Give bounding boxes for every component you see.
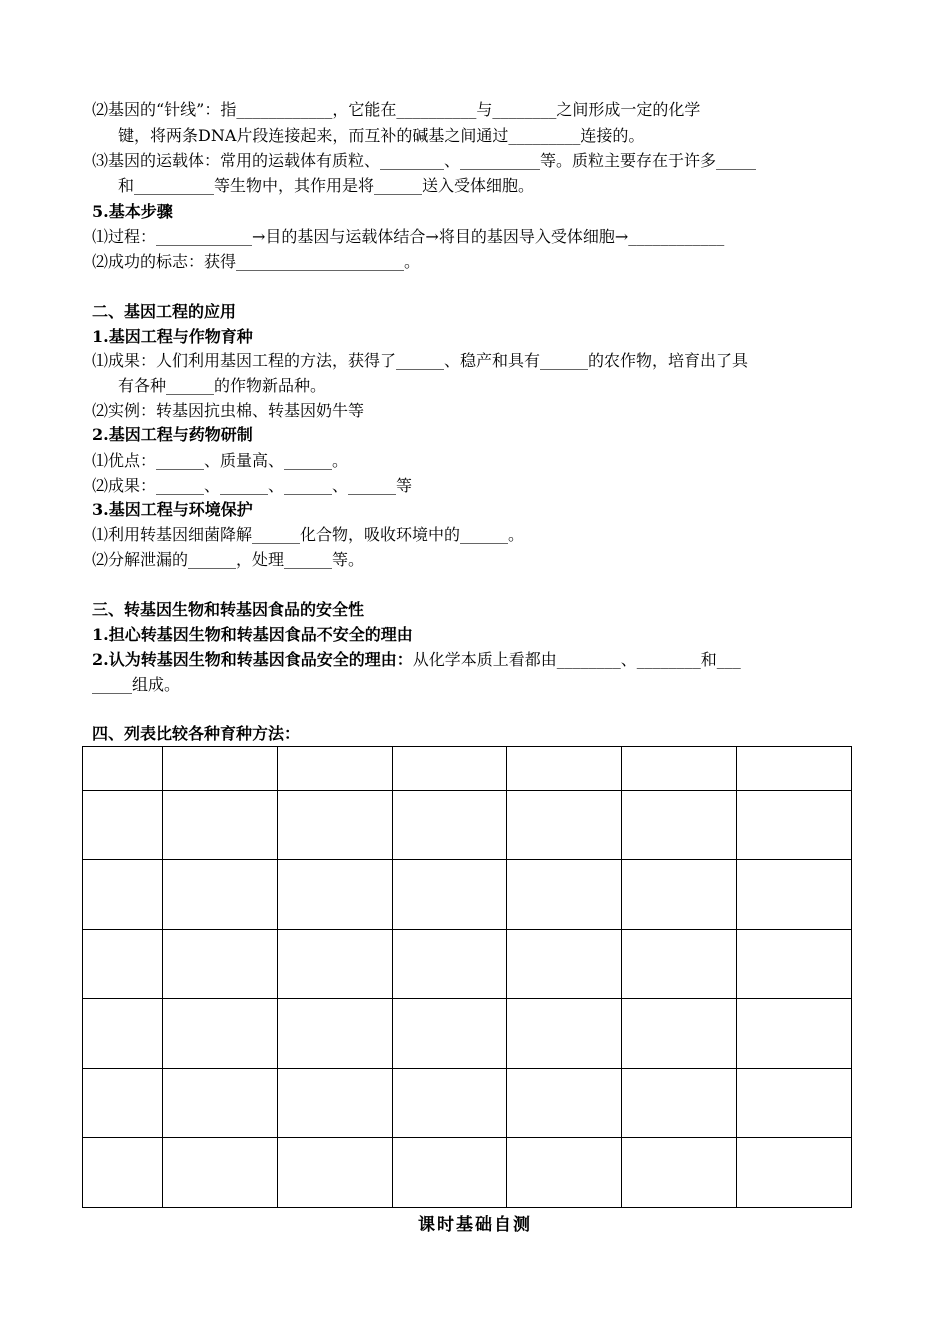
table-cell[interactable]: [162, 999, 277, 1069]
breeding-comparison-table: [82, 746, 852, 1208]
section3-unsafe-reason: 1.担心转基因生物和转基因食品不安全的理由: [92, 625, 413, 644]
table-row: [83, 1138, 852, 1208]
table-row: [83, 999, 852, 1069]
table-cell[interactable]: [737, 1138, 852, 1208]
step-process: ⑴过程：____________→目的基因与运载体结合→将目的基因导入受体细胞→____________: [92, 227, 725, 246]
section2-heading-crops: 1.基因工程与作物育种: [92, 327, 253, 346]
table-cell[interactable]: [277, 1069, 392, 1138]
table-cell[interactable]: [507, 747, 622, 791]
section2-heading-drugs: 2.基因工程与药物研制: [92, 425, 253, 444]
table-cell[interactable]: [622, 999, 737, 1069]
table-cell[interactable]: [507, 860, 622, 930]
table-cell[interactable]: [507, 930, 622, 999]
table-cell[interactable]: [277, 860, 392, 930]
table-cell[interactable]: [737, 930, 852, 999]
table-cell[interactable]: [737, 1069, 852, 1138]
table-cell[interactable]: [622, 1069, 737, 1138]
table-row: [83, 860, 852, 930]
table-cell[interactable]: [392, 1069, 507, 1138]
safe-reason-label: 2.认为转基因生物和转基因食品安全的理由：: [92, 650, 413, 669]
table-cell[interactable]: [507, 1069, 622, 1138]
section4-title: 四、列表比较各种育种方法：: [92, 724, 301, 743]
table-cell[interactable]: [392, 791, 507, 860]
section2-heading-environment: 3.基因工程与环境保护: [92, 500, 253, 519]
heading-basic-steps: 5.基本步骤: [92, 202, 173, 221]
table-row: [83, 930, 852, 999]
step-success-mark: ⑵成功的标志：获得_____________________。: [92, 252, 421, 271]
table-cell[interactable]: [622, 791, 737, 860]
item2-line2: 键，将两条DNA片段连接起来，而互补的碱基之间通过_________连接的。: [118, 126, 645, 145]
table-cell[interactable]: [162, 747, 277, 791]
table-cell[interactable]: [162, 930, 277, 999]
table-cell[interactable]: [83, 999, 163, 1069]
drugs-advantages: ⑴优点：______、质量高、______。: [92, 451, 349, 470]
environment-item2: ⑵分解泄漏的______，处理______等。: [92, 550, 365, 569]
table-cell[interactable]: [83, 860, 163, 930]
section3-safe-reason-line1: [92, 650, 862, 670]
table-cell[interactable]: [507, 999, 622, 1069]
table-cell[interactable]: [277, 747, 392, 791]
table-cell[interactable]: [622, 860, 737, 930]
item3-line1: ⑶基因的运载体：常用的运载体有质粒、________、__________等。质粒主要存在于许多_____: [92, 151, 757, 170]
section3-title: 三、转基因生物和转基因食品的安全性: [92, 600, 365, 619]
table-cell[interactable]: [277, 999, 392, 1069]
table-cell[interactable]: [737, 860, 852, 930]
crops-result-line2: 有各种______的作物新品种。: [118, 376, 327, 395]
table-row: [83, 1069, 852, 1138]
table-cell[interactable]: [162, 791, 277, 860]
table-cell[interactable]: [622, 747, 737, 791]
crops-example: ⑵实例：转基因抗虫棉、转基因奶牛等: [92, 401, 365, 420]
table-cell[interactable]: [392, 747, 507, 791]
table-cell[interactable]: [507, 791, 622, 860]
table-cell[interactable]: [83, 930, 163, 999]
table-cell[interactable]: [277, 930, 392, 999]
table-cell[interactable]: [162, 860, 277, 930]
table-cell[interactable]: [162, 1069, 277, 1138]
footer-title: 课时基础自测: [418, 1215, 532, 1235]
table-cell[interactable]: [622, 1138, 737, 1208]
table-cell[interactable]: [162, 1138, 277, 1208]
table-cell[interactable]: [737, 791, 852, 860]
table-cell[interactable]: [737, 999, 852, 1069]
table-cell[interactable]: [622, 930, 737, 999]
section3-safe-reason-line2: _____组成。: [92, 675, 181, 694]
table-row: [83, 747, 852, 791]
table-cell[interactable]: [277, 791, 392, 860]
table-cell[interactable]: [392, 999, 507, 1069]
table-cell[interactable]: [83, 1138, 163, 1208]
crops-result-line1: ⑴成果：人们利用基因工程的方法，获得了______、稳产和具有______的农作物，培育出了具: [92, 351, 749, 370]
table-cell[interactable]: [392, 860, 507, 930]
table-cell[interactable]: [277, 1138, 392, 1208]
item3-line2: 和__________等生物中，其作用是将______送入受体细胞。: [118, 176, 535, 195]
table-row: [83, 791, 852, 860]
item2-line1: ⑵基因的“针线”：指____________，它能在__________与________之间形成一定的化学: [92, 100, 701, 119]
table-cell[interactable]: [392, 930, 507, 999]
section2-title: 二、基因工程的应用: [92, 302, 237, 321]
table-cell[interactable]: [83, 791, 163, 860]
table-cell[interactable]: [392, 1138, 507, 1208]
table-cell[interactable]: [83, 1069, 163, 1138]
table-cell[interactable]: [507, 1138, 622, 1208]
drugs-results: ⑵成果：______、______、______、______等: [92, 476, 413, 495]
table-cell[interactable]: [83, 747, 163, 791]
environment-item1: ⑴利用转基因细菌降解______化合物，吸收环境中的______。: [92, 525, 525, 544]
safe-reason-text: 从化学本质上看都由________、________和___: [412, 650, 741, 669]
table-cell[interactable]: [737, 747, 852, 791]
